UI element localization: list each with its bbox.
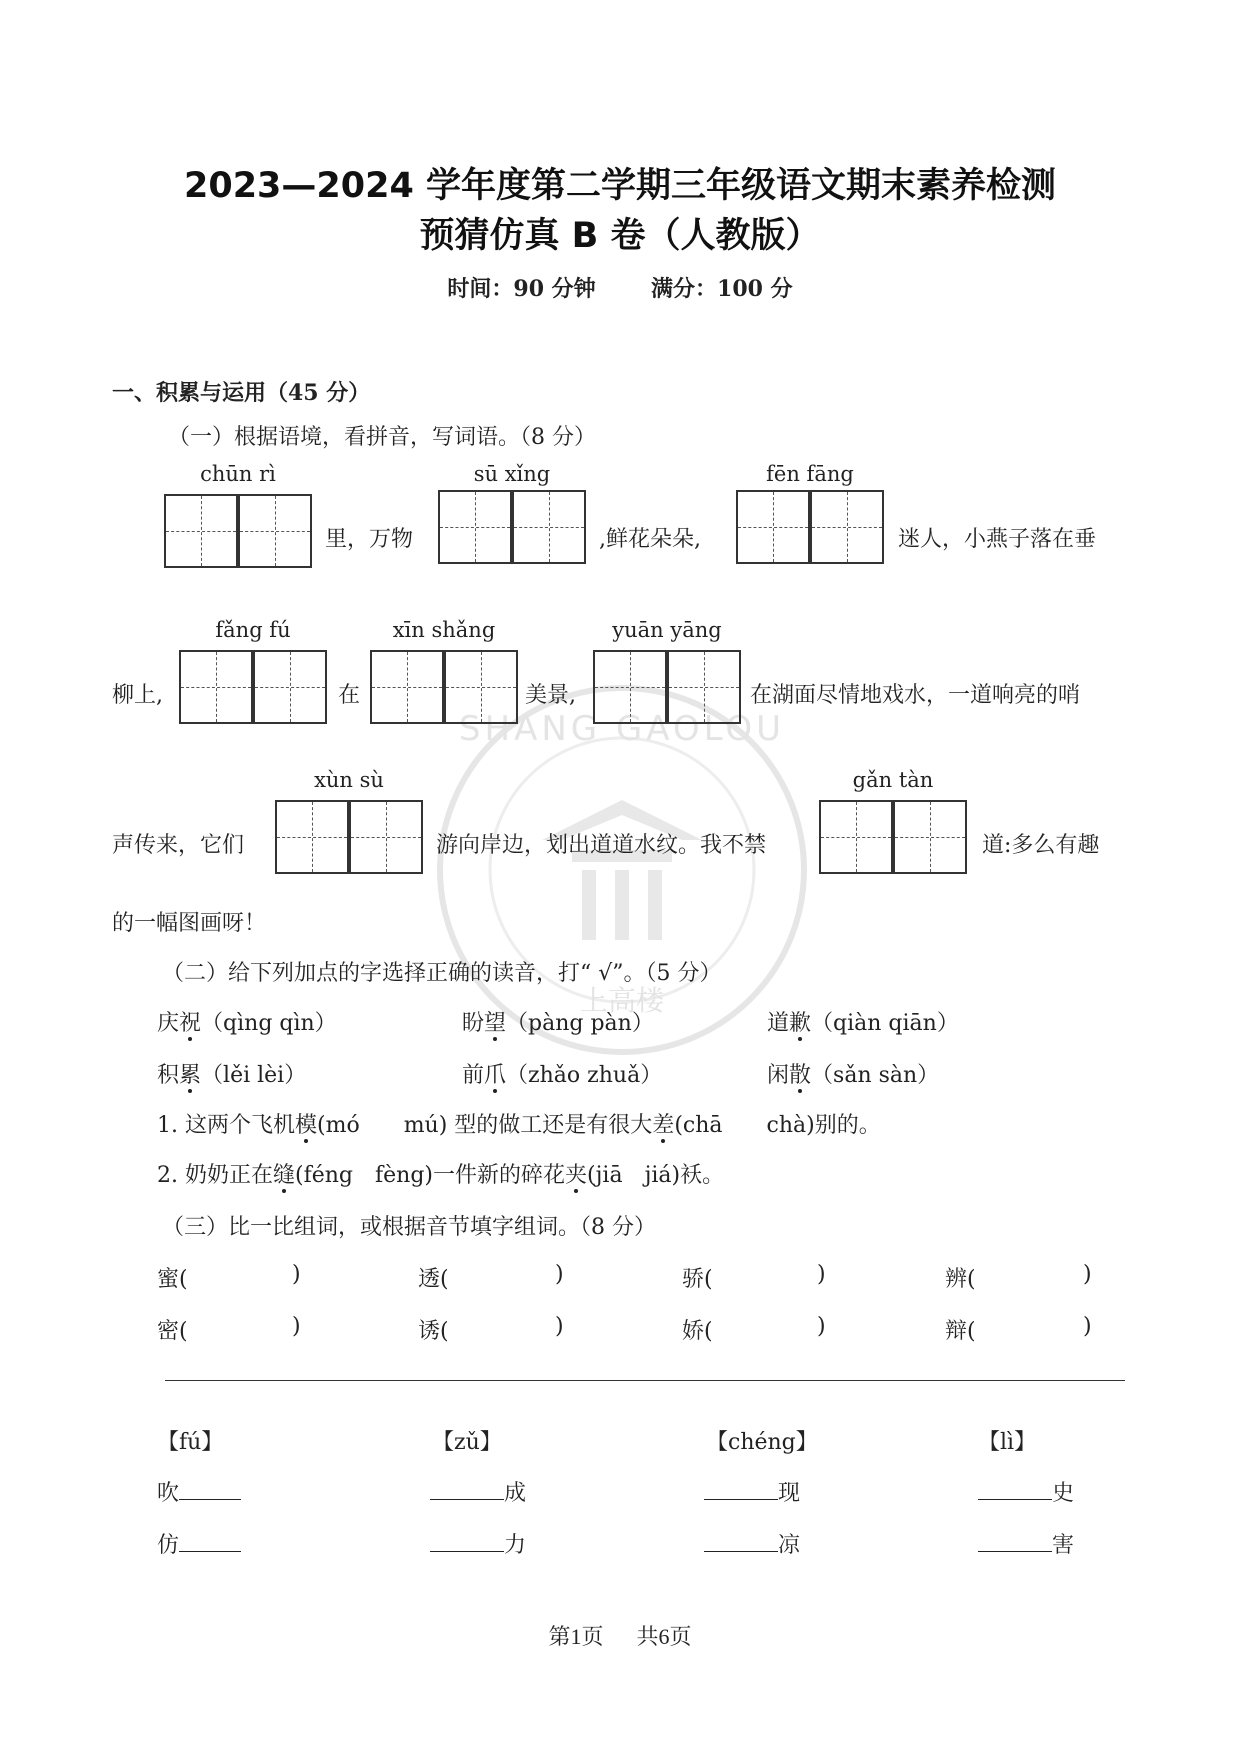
part3-instruction: （三）比一比组词，或根据音节填字组词。（8 分） [162,1215,656,1240]
text-segment: 在湖面尽情地戏水，一道响亮的哨 [750,683,1081,708]
pinyin-1: chūn rì [200,462,276,486]
pron-options[interactable]: （qiàn qiān） [811,1011,959,1036]
exam-title-line1: 2023—2024 学年度第二学期三年级语文期末素养检测 [183,166,1056,206]
compare-word: 辩( [945,1319,976,1344]
exam-title-line2: 预猜仿真 B 卷（人教版） [419,216,821,256]
writing-box[interactable] [819,800,893,874]
text-segment: 游向岸边，划出道道水纹。我不禁 [436,833,767,858]
fill-blank[interactable] [179,1479,241,1500]
writing-box[interactable] [667,650,741,724]
pinyin-3: fēn fāng [766,462,854,486]
paren-close: ) [1083,1314,1092,1339]
text-segment: ,鲜花朵朵, [599,527,701,552]
dotted-char: 夹 [565,1163,588,1188]
pron-char: 前 [462,1063,485,1088]
pron-options[interactable]: (mó mú) 型的做工还是有很大 [317,1113,653,1138]
pron-char: 闲 [767,1063,790,1088]
paren-close: ) [555,1314,564,1339]
compare-word: 辨( [945,1267,976,1292]
writing-box[interactable] [736,490,810,564]
pron-options[interactable]: （sǎn sàn） [811,1063,940,1088]
compare-word: 蜜( [157,1267,188,1292]
page-total: 共6页 [636,1624,692,1649]
text-segment: 的一幅图画呀！ [112,911,267,936]
text-segment: 柳上, [112,683,163,708]
fill-item [157,1528,241,1559]
writing-box[interactable] [253,650,327,724]
pinyin-7: xùn sù [314,768,384,792]
fill-blank[interactable] [978,1531,1052,1552]
pinyin-2: sū xǐng [473,462,551,486]
pronunciation-item [462,1058,662,1089]
text-segment: 里，万物 [325,527,414,552]
pron-char: 道 [767,1011,790,1036]
pinyin-head: 【fú】 [157,1430,224,1455]
text-segment: 美景, [525,683,576,708]
writing-box[interactable] [512,490,586,564]
compare-word: 诱( [418,1319,449,1344]
text-segment: 道:多么有趣 [982,833,1100,858]
pron-options[interactable]: （zhǎo zhuǎ） [506,1063,663,1088]
sentence-1 [157,1108,881,1139]
watermark-top-text: SHANG GAOLOU [458,709,786,749]
fill-blank[interactable] [978,1479,1052,1500]
fill-item [978,1528,1074,1559]
dotted-char: 差 [652,1113,675,1138]
time-label: 时间：90 分钟 [447,276,596,302]
pinyin-head: 【lì】 [978,1430,1037,1455]
text-segment: 在 [338,683,361,708]
pron-options[interactable]: (jiā jiá)袄。 [587,1163,725,1188]
fill-item [430,1476,526,1507]
writing-box[interactable] [164,494,238,568]
writing-box[interactable] [810,490,884,564]
fill-item [430,1528,526,1559]
pinyin-6: yuān yāng [612,618,722,642]
text-segment: 声传来，它们 [112,833,245,858]
pron-options[interactable]: （pàng pàn） [506,1011,654,1036]
writing-box[interactable] [893,800,967,874]
pron-options[interactable]: （lěi lèi） [201,1063,307,1088]
fill-char: 现 [778,1481,801,1506]
pron-options[interactable]: (féng fèng)一件新的碎花 [295,1163,565,1188]
watermark-bottom-text: 上高楼 [579,984,665,1017]
pronunciation-item [157,1058,306,1089]
dotted-char: 望 [484,1011,507,1036]
fill-blank[interactable] [430,1479,504,1500]
page-footer [0,1620,1240,1651]
fill-item [978,1476,1074,1507]
compare-word: 娇( [682,1319,713,1344]
fill-char: 力 [504,1533,527,1558]
fill-char: 凉 [778,1533,801,1558]
pron-options[interactable]: (chā chà)别的。 [674,1113,881,1138]
writing-box[interactable] [238,494,312,568]
paren-close: ) [817,1314,826,1339]
fill-char: 害 [1052,1533,1075,1558]
compare-word: 骄( [682,1267,713,1292]
pron-char: 盼 [462,1011,485,1036]
sentence-text: 2. 奶奶正在 [157,1163,273,1188]
fill-blank[interactable] [704,1531,778,1552]
dotted-char: 累 [179,1063,202,1088]
fill-char: 仿 [157,1533,180,1558]
dotted-char: 散 [789,1063,812,1088]
fill-blank[interactable] [430,1531,504,1552]
writing-box[interactable] [370,650,444,724]
pinyin-8: gǎn tàn [852,768,934,792]
fill-char: 成 [504,1481,527,1506]
writing-box[interactable] [438,490,512,564]
fill-item [704,1528,800,1559]
paren-close: ) [292,1314,301,1339]
dotted-char: 缝 [272,1163,295,1188]
dotted-char: 祝 [179,1011,202,1036]
fill-blank[interactable] [179,1531,241,1552]
sentence-2 [157,1158,724,1189]
writing-box[interactable] [349,800,423,874]
dotted-char: 爪 [484,1063,507,1088]
divider [165,1380,1125,1381]
paren-close: ) [1083,1262,1092,1287]
writing-box[interactable] [444,650,518,724]
pron-options[interactable]: （qìng qìn） [201,1011,337,1036]
pronunciation-item [767,1006,959,1037]
fill-item [704,1476,800,1507]
pinyin-head: 【chéng】 [706,1430,818,1455]
writing-box[interactable] [275,800,349,874]
fill-char: 史 [1052,1481,1075,1506]
fill-char: 吹 [157,1481,180,1506]
pinyin-head: 【zǔ】 [432,1430,502,1455]
exam-meta [0,272,1240,303]
paren-close: ) [292,1262,301,1287]
pronunciation-item [157,1006,337,1037]
pron-char: 积 [157,1063,180,1088]
section1-heading: 一、积累与运用（45 分） [112,380,371,406]
sentence-text: 1. 这两个飞机 [157,1113,295,1138]
pinyin-4: fǎng fú [215,618,291,642]
paren-close: ) [555,1262,564,1287]
writing-box[interactable] [179,650,253,724]
text-segment: 迷人，小燕子落在垂 [898,527,1097,552]
pron-char: 庆 [157,1011,180,1036]
fill-blank[interactable] [704,1479,778,1500]
fill-item [157,1476,241,1507]
page-number: 第1页 [548,1624,604,1649]
pronunciation-item [767,1058,939,1089]
part2-instruction: （二）给下列加点的字选择正确的读音，打“ √”。（5 分） [162,961,722,986]
compare-word: 透( [418,1267,449,1292]
watermark-seal [432,680,812,1060]
compare-word: 密( [157,1319,188,1344]
dotted-char: 模 [294,1113,317,1138]
writing-box[interactable] [593,650,667,724]
part1-instruction: （一）根据语境，看拼音，写词语。（8 分） [168,425,596,450]
dotted-char: 歉 [789,1011,812,1036]
paren-close: ) [817,1262,826,1287]
score-label: 满分：100 分 [651,276,793,302]
pinyin-5: xīn shǎng [392,618,496,642]
pronunciation-item [462,1006,654,1037]
